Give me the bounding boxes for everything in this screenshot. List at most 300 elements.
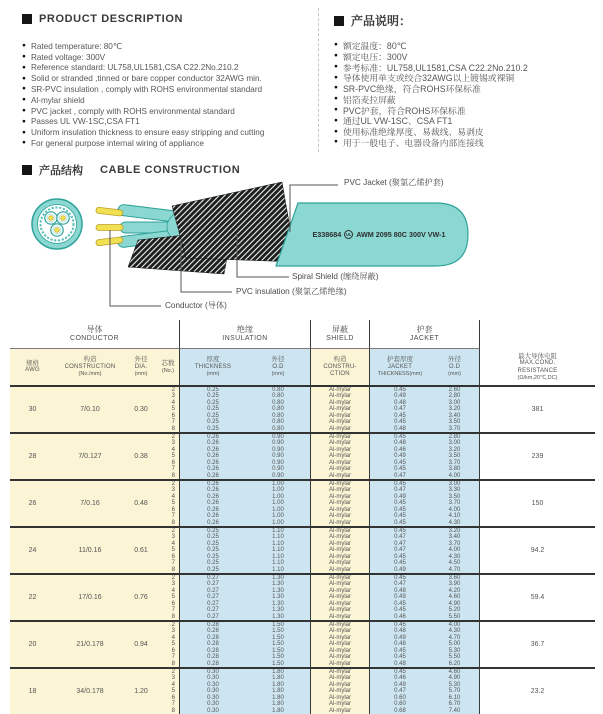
jacket-thickness-cell [370,481,430,526]
jacket-od-cell [430,622,480,667]
jacket-od-cell [430,387,480,432]
awg-cell: 22 [10,575,55,620]
jacket-thickness-cell-value: 0.49 [394,566,406,573]
group-shield: 屏蔽 SHIELD [311,320,370,349]
jacket-od-cell-value: 6.20 [448,660,461,667]
jacket-thickness-cell-value: 0.48 [394,660,406,667]
ins-thickness-cell-value: 0.28 [207,647,219,654]
construction-cell: 21/0.178 [55,622,125,667]
ins-thickness-cell-value: 0.28 [207,622,219,629]
cores-cell-value: 4 [171,634,175,641]
shield-cell-value: Al-mylar [329,434,351,441]
cores-cell-value: 5 [171,406,175,413]
shield-cell-value: Al-mylar [329,425,351,432]
cores-cell [157,528,180,573]
jacket-od-cell-value: 4.60 [448,594,461,601]
jacket-thickness-cell-value: 0.48 [394,628,406,635]
jacket-thickness-cell-value: 0.48 [394,641,406,648]
col-jacket-thickness: 护套厚度 JACKET THICKNESS(mm) [370,349,430,385]
jacket-thickness-cell-value: 0.45 [394,500,406,507]
construction-cell: 34/0.178 [55,669,125,714]
shield-cell-value: Al-mylar [329,481,351,488]
jacket-od-cell-value: 4.30 [448,519,461,526]
jacket-od-cell-value: 3.00 [448,481,461,488]
jacket-thickness-cell-value: 0.45 [394,387,406,394]
col-max-resistance: 最大导体电阻 MAX.COND. RESISTANCE (Ω/km,20℃,DC) [480,349,595,385]
jacket-od-cell-value: 3.30 [448,487,461,494]
jacket-thickness-cell [370,387,430,432]
jacket-thickness-cell-value: 0.47 [394,472,406,479]
ins-thickness-cell-value: 0.30 [207,675,219,682]
bullet-text: SR-PVC绝缘，符合ROHS环保标准 [342,84,481,95]
cores-cell-value: 3 [171,675,175,682]
ins-od-cell-value: 1.30 [272,587,284,594]
product-description-title [22,13,183,25]
shield-cell-value: Al-mylar [329,393,351,400]
jacket-od-cell-value: 3.90 [448,581,461,588]
cores-cell-value: 6 [171,600,175,607]
cores-cell-value: 8 [171,519,175,526]
jacket-thickness-cell-value: 0.47 [394,547,406,554]
jacket-od-cell-value: 5.50 [448,654,461,661]
ins-od-cell-value: 1.80 [272,694,284,701]
jacket-thickness-cell [370,434,430,479]
ins-od-cell-value: 0.80 [272,406,284,413]
ins-thickness-cell-value: 0.28 [207,660,219,667]
ins-thickness-cell-value: 0.26 [207,506,219,513]
shield-cell-value: Al-mylar [329,446,351,453]
bullet-icon: ● [22,42,26,50]
bullet-text: For general purpose internal wiring of appliance [30,139,204,149]
jacket-thickness-cell-value: 0.49 [394,594,406,601]
shield-cell-value: Al-mylar [329,694,351,701]
ins-od-cell-value: 1.80 [272,688,284,695]
ins-thickness-cell [180,434,246,479]
jacket-od-cell-value: 4.20 [448,587,461,594]
ins-thickness-cell-value: 0.25 [207,406,219,413]
ins-od-cell-value: 1.30 [272,594,284,601]
jacket-od-cell-value: 2.80 [448,393,461,400]
jacket-od-cell-value: 3.60 [448,575,461,582]
bullet-text: 额定电压：300V [342,51,408,62]
bullet-text: Rated voltage: 300V [30,52,106,62]
cores-cell-value: 5 [171,688,175,695]
ins-thickness-cell [180,481,246,526]
cores-cell [157,481,180,526]
product-description-list-en [22,41,322,149]
cores-cell-value: 7 [171,654,175,661]
cable-construction-title-cn: 产品结构 [39,165,83,177]
shield-cell [311,481,370,526]
ins-od-cell-value: 1.10 [272,534,284,541]
ins-od-cell-value: 1.50 [272,634,284,641]
col-construction: 构造 CONSTRUCTION (No./mm) [55,349,125,385]
ins-od-cell-value: 1.00 [272,506,284,513]
shield-cell-value: Al-mylar [329,406,351,413]
ins-od-cell-value: 1.50 [272,647,284,654]
cores-cell-value: 6 [171,459,175,466]
shield-cell-value: Al-mylar [329,547,351,554]
section-square-icon [334,16,344,26]
jacket-thickness-cell-value: 0.45 [394,519,406,526]
shield-cell [311,575,370,620]
jacket-od-cell-value: 4.00 [448,547,461,554]
product-description-title-text: PRODUCT DESCRIPTION [39,13,184,25]
jacket-thickness-cell-value: 0.47 [394,406,406,413]
shield-cell-value: Al-mylar [329,440,351,447]
resistance-cell: 381 [480,387,595,432]
spiral-shield-wrap [172,182,296,262]
ins-thickness-cell-value: 0.25 [207,540,219,547]
bullet-icon: ● [334,105,338,113]
column-divider [318,8,319,152]
callout-pvc-insulation: PVC insulation (聚氯乙烯绝缘) [236,287,347,296]
jacket-od-cell-value: 2.60 [448,387,461,394]
cores-cell-value: 7 [171,701,175,708]
jacket-od-cell-value: 6.70 [448,701,461,708]
construction-cell: 7/0.10 [55,387,125,432]
ins-thickness-cell-value: 0.30 [207,701,219,708]
table-group-header-row [10,320,595,349]
shield-cell-value: Al-mylar [329,641,351,648]
jacket-od-cell-value: 4.90 [448,675,461,682]
ins-thickness-cell-value: 0.25 [207,528,219,535]
cores-cell-value: 6 [171,553,175,560]
col-shield-construction: 构造 CONSTRU- CTION [311,349,370,385]
cores-cell-value: 8 [171,613,175,620]
shield-cell-value: Al-mylar [329,681,351,688]
bullet-item [334,137,599,148]
ins-thickness-cell-value: 0.26 [207,487,219,494]
spec-row-group-awg-28 [10,434,595,481]
ins-thickness-cell-value: 0.30 [207,669,219,676]
callout-conductor: Conductor (导体) [165,301,227,310]
group-jacket: 护套 JACKET [370,320,480,349]
bullet-text: Passes UL VW-1SC,CSA FT1 [30,117,140,127]
bullet-icon: ● [22,128,26,136]
cable-side-view [96,182,468,274]
awg-cell: 24 [10,528,55,573]
shield-cell [311,528,370,573]
col-dia: 外径 DIA. (mm) [125,349,157,385]
jacket-od-cell-value: 2.80 [448,434,461,441]
jacket-thickness-cell-value: 0.45 [394,607,406,614]
resistance-cell: 94.2 [480,528,595,573]
jacket-od-cell-value: 3.20 [448,406,461,413]
bullet-icon: ● [22,106,26,114]
cores-cell-value: 4 [171,587,175,594]
ins-thickness-cell-value: 0.25 [207,534,219,541]
shield-cell-value: Al-mylar [329,669,351,676]
bullet-icon: ● [334,62,338,70]
jacket-thickness-cell-value: 0.47 [394,540,406,547]
bullet-text: Reference standard: UL758,UL1581,CSA C22.2No.210.2 [30,63,239,73]
ins-od-cell-value: 1.10 [272,560,284,567]
cores-cell [157,575,180,620]
ins-thickness-cell-value: 0.25 [207,399,219,406]
jacket-thickness-cell-value: 0.60 [394,694,406,701]
ins-od-cell-value: 0.80 [272,419,284,426]
shield-cell-value: Al-mylar [329,634,351,641]
ins-od-cell-value: 0.80 [272,399,284,406]
jacket-od-cell-value: 5.30 [448,681,461,688]
dia-cell: 0.38 [125,434,157,479]
cores-cell-value: 7 [171,607,175,614]
ins-od-cell-value: 1.30 [272,575,284,582]
ins-thickness-cell [180,575,246,620]
spec-table [10,320,595,714]
jacket-thickness-cell-value: 0.45 [394,434,406,441]
jacket-thickness-cell-value: 0.48 [394,440,406,447]
jacket-od-cell-value: 4.60 [448,669,461,676]
ins-od-cell-value: 1.00 [272,493,284,500]
ins-thickness-cell-value: 0.26 [207,434,219,441]
shield-cell-value: Al-mylar [329,600,351,607]
cable-construction-title-en: CABLE CONSTRUCTION [100,164,241,176]
group-resistance-spacer [480,320,595,349]
group-insulation: 绝缘 INSULATION [180,320,311,349]
ins-od-cell-value: 0.90 [272,446,284,453]
jacket-thickness-cell-value: 0.49 [394,393,406,400]
shield-cell-value: Al-mylar [329,519,351,526]
bullet-text: Uniform insulation thickness to ensure easy stripping and cutting [30,128,265,138]
ins-thickness-cell-value: 0.25 [207,412,219,419]
jacket-thickness-cell-value: 0.45 [394,412,406,419]
jacket-thickness-cell-value: 0.68 [394,707,406,714]
jacket-od-cell-value: 4.90 [448,600,461,607]
cores-cell-value: 2 [171,387,175,394]
shield-cell-value: Al-mylar [329,560,351,567]
ins-od-cell-value: 1.00 [272,500,284,507]
cores-cell-value: 2 [171,481,175,488]
jacket-od-cell-value: 3.50 [448,419,461,426]
jacket-od-cell-value: 3.40 [448,534,461,541]
ins-thickness-cell-value: 0.26 [207,519,219,526]
shield-cell-value: Al-mylar [329,607,351,614]
shield-cell-value: Al-mylar [329,387,351,394]
ins-thickness-cell-value: 0.27 [207,607,219,614]
product-description-title-cn-text: 产品说明： [351,14,412,28]
cores-cell-value: 6 [171,506,175,513]
jacket-thickness-cell-value: 0.60 [394,701,406,708]
bullet-icon: ● [22,52,26,60]
bullet-text: Solid or stranded ,tinned or bare copper conductor 32AWG min. [30,74,262,84]
jacket-od-cell-value: 3.70 [448,459,461,466]
ins-od-cell-value: 1.80 [272,701,284,708]
ins-thickness-cell-value: 0.26 [207,459,219,466]
cores-cell-value: 3 [171,440,175,447]
ins-od-cell [246,575,311,620]
ins-od-cell-value: 0.90 [272,472,284,479]
bullet-icon: ● [22,96,26,104]
jacket-od-cell-value: 4.00 [448,506,461,513]
shield-cell-value: Al-mylar [329,487,351,494]
ins-thickness-cell-value: 0.25 [207,553,219,560]
shield-cell-value: Al-mylar [329,575,351,582]
shield-cell-value: Al-mylar [329,581,351,588]
cable-marking [295,230,463,239]
bullet-item [22,106,322,117]
col-awg: 规格 AWG [10,349,55,385]
shield-cell [311,669,370,714]
ins-thickness-cell-value: 0.30 [207,681,219,688]
cores-cell-value: 2 [171,622,175,629]
shield-cell-value: Al-mylar [329,587,351,594]
jacket-thickness-cell-value: 0.45 [394,647,406,654]
jacket-thickness-cell-value: 0.47 [394,487,406,494]
col-ins-thickness: 厚度 THICKNESS (mm) [180,349,246,385]
spec-row-group-awg-20 [10,622,595,669]
ins-thickness-cell-value: 0.26 [207,472,219,479]
shield-cell [311,622,370,667]
cores-cell-value: 6 [171,647,175,654]
jacket-thickness-cell-value: 0.46 [394,613,406,620]
cores-cell-value: 2 [171,669,175,676]
jacket-od-cell [430,575,480,620]
jacket-thickness-cell-value: 0.48 [394,425,406,432]
ins-od-cell-value: 1.50 [272,628,284,635]
shield-cell-value: Al-mylar [329,493,351,500]
jacket-thickness-cell [370,528,430,573]
shield-cell-value: Al-mylar [329,453,351,460]
cores-cell-value: 5 [171,594,175,601]
ins-od-cell [246,387,311,432]
shield-cell-value: Al-mylar [329,566,351,573]
section-square-icon [22,14,32,24]
ins-od-cell-value: 1.00 [272,487,284,494]
bullet-icon: ● [334,41,338,49]
jacket-thickness-cell-value: 0.45 [394,506,406,513]
bullet-text: SR-PVC insulation , comply with ROHS environmental standard [30,85,263,95]
bullet-item [22,41,322,52]
ins-od-cell-value: 1.50 [272,641,284,648]
jacket-thickness-cell-value: 0.47 [394,534,406,541]
jacket-od-cell-value: 3.50 [448,453,461,460]
shield-cell-value: Al-mylar [329,513,351,520]
ins-thickness-cell [180,622,246,667]
cores-cell-value: 6 [171,694,175,701]
ins-thickness-cell-value: 0.26 [207,440,219,447]
bullet-text: 铝箔麦拉屏蔽 [342,94,396,105]
shield-cell-value: Al-mylar [329,506,351,513]
jacket-thickness-cell-value: 0.49 [394,681,406,688]
shield-cell-value: Al-mylar [329,459,351,466]
cores-cell-value: 4 [171,540,175,547]
ins-od-cell-value: 1.10 [272,547,284,554]
cores-cell-value: 7 [171,419,175,426]
cores-cell-value: 2 [171,528,175,535]
bullet-item [22,127,322,138]
ins-thickness-cell-value: 0.27 [207,600,219,607]
jacket-od-cell-value: 5.20 [448,607,461,614]
shield-cell [311,434,370,479]
shield-cell-value: Al-mylar [329,540,351,547]
bullet-item [22,52,322,63]
ins-od-cell-value: 1.00 [272,513,284,520]
cores-cell-value: 7 [171,513,175,520]
awg-cell: 28 [10,434,55,479]
ins-thickness-cell-value: 0.27 [207,581,219,588]
jacket-thickness-cell [370,669,430,714]
shield-cell-value: Al-mylar [329,534,351,541]
ins-od-cell-value: 1.80 [272,707,284,714]
jacket-thickness-cell-value: 0.47 [394,688,406,695]
ins-thickness-cell-value: 0.27 [207,587,219,594]
shield-cell-value: Al-mylar [329,553,351,560]
jacket-thickness-cell-value: 0.45 [394,459,406,466]
ins-od-cell-value: 1.00 [272,481,284,488]
jacket-od-cell-value: 3.70 [448,425,461,432]
jacket-thickness-cell-value: 0.45 [394,419,406,426]
bullet-icon: ● [22,85,26,93]
cores-cell-value: 5 [171,547,175,554]
ul-logo-icon: UL [345,232,352,237]
jacket-od-cell-value: 3.40 [448,412,461,419]
cores-cell-value: 5 [171,453,175,460]
col-ins-od: 外径 O.D (mm) [246,349,311,385]
ins-od-cell-value: 1.00 [272,519,284,526]
jacket-od-cell-value: 4.30 [448,628,461,635]
ins-od-cell-value: 1.10 [272,540,284,547]
jacket-od-cell-value: 3.80 [448,466,461,473]
jacket-od-cell-value: 3.20 [448,528,461,535]
ins-thickness-cell-value: 0.30 [207,694,219,701]
ins-od-cell-value: 1.10 [272,566,284,573]
ins-thickness-cell-value: 0.28 [207,634,219,641]
ins-thickness-cell [180,387,246,432]
ins-od-cell [246,622,311,667]
awg-cell: 26 [10,481,55,526]
jacket-od-cell-value: 4.30 [448,553,461,560]
jacket-thickness-cell-value: 0.46 [394,675,406,682]
table-body [10,387,595,714]
cores-cell-value: 2 [171,434,175,441]
resistance-cell: 150 [480,481,595,526]
cores-cell-value: 8 [171,707,175,714]
resistance-cell: 36.7 [480,622,595,667]
bullet-item [22,138,322,149]
bullet-text: PVC jacket , comply with ROHS environmental standard [30,106,235,116]
ins-od-cell-value: 1.30 [272,607,284,614]
jacket-od-cell-value: 4.70 [448,634,461,641]
table-column-header-row [10,349,595,387]
ins-thickness-cell-value: 0.27 [207,594,219,601]
col-cores: 芯数 (No.) [157,349,180,385]
ins-od-cell-value: 1.80 [272,669,284,676]
ins-thickness-cell-value: 0.28 [207,628,219,635]
jacket-od-cell-value: 4.00 [448,622,461,629]
ins-thickness-cell-value: 0.28 [207,654,219,661]
bullet-text: 额定温度：80℃ [342,40,407,51]
jacket-od-cell [430,669,480,714]
jacket-od-cell-value: 3.50 [448,493,461,500]
shield-cell-value: Al-mylar [329,675,351,682]
ins-od-cell-value: 0.90 [272,466,284,473]
shield-cell-value: Al-mylar [329,613,351,620]
cores-cell-value: 8 [171,566,175,573]
jacket-od-cell-value: 5.00 [448,641,461,648]
ins-thickness-cell-value: 0.26 [207,513,219,520]
ins-od-cell-value: 0.90 [272,459,284,466]
product-description-title-cn [334,12,411,29]
jacket-od-cell-value: 3.00 [448,399,461,406]
shield-cell [311,387,370,432]
ins-thickness-cell-value: 0.30 [207,688,219,695]
ins-od-cell-value: 1.80 [272,681,284,688]
jacket-thickness-cell-value: 0.45 [394,669,406,676]
bullet-text: 用于一般电子、电器设备内部连接线 [342,138,484,149]
jacket-od-cell-value: 3.70 [448,500,461,507]
